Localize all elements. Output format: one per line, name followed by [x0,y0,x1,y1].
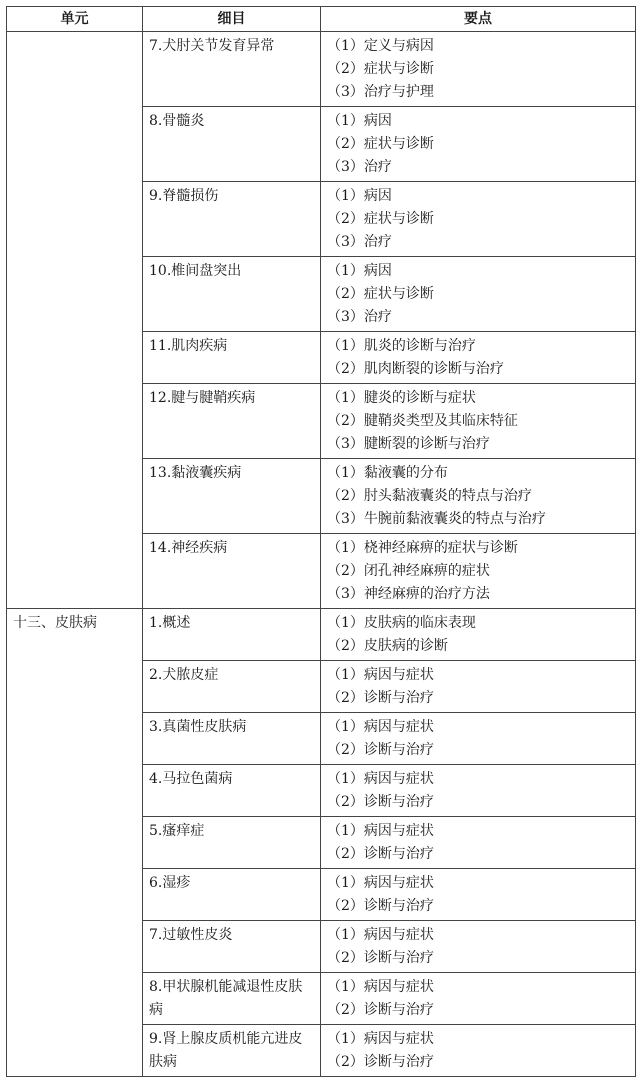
header-points: 要点 [321,7,636,32]
detail-cell: 9.脊髓损伤 [143,182,321,257]
detail-cell: 12.腱与腱鞘疾病 [143,384,321,459]
points-cell [321,609,636,661]
points-cell [321,973,636,1025]
points-cell [321,1025,636,1077]
unit-cell [7,32,143,609]
detail-cell: 8.甲状腺机能减退性皮肤病 [143,973,321,1025]
detail-cell: 8.骨髓炎 [143,107,321,182]
point-item: （1）病因 [327,263,392,279]
points-cell [321,765,636,817]
point-item: （2）诊断与治疗 [327,1054,434,1070]
point-item: （2）皮肤病的诊断 [327,638,448,654]
point-item: （1）定义与病因 [327,38,434,54]
table-row [7,32,636,107]
header-detail: 细目 [143,7,321,32]
detail-cell: 4.马拉色菌病 [143,765,321,817]
point-item: （1）病因与症状 [327,771,434,787]
point-item: （2）肌肉断裂的诊断与治疗 [327,361,504,377]
unit-cell: 十三、皮肤病 [7,609,143,1077]
point-item: （1）病因与症状 [327,823,434,839]
point-item: （2）诊断与治疗 [327,846,434,862]
header-row [7,7,636,32]
point-item: （2）症状与诊断 [327,61,434,77]
table-body [7,32,636,1077]
point-item: （2）诊断与治疗 [327,898,434,914]
point-item: （3）治疗与护理 [327,84,434,100]
points-cell [321,869,636,921]
detail-cell: 2.犬脓皮症 [143,661,321,713]
point-item: （2）肘头黏液囊炎的特点与治疗 [327,488,532,504]
point-item: （1）腱炎的诊断与症状 [327,390,476,406]
point-item: （2）闭孔神经麻痹的症状 [327,563,490,579]
points-cell [321,182,636,257]
detail-cell: 1.概述 [143,609,321,661]
point-item: （2）诊断与治疗 [327,1002,434,1018]
point-item: （1）病因与症状 [327,719,434,735]
detail-cell: 10.椎间盘突出 [143,257,321,332]
points-cell [321,332,636,384]
point-item: （1）病因与症状 [327,927,434,943]
syllabus-table [6,6,636,1077]
points-cell [321,921,636,973]
detail-cell: 7.犬肘关节发育异常 [143,32,321,107]
detail-cell: 5.瘙痒症 [143,817,321,869]
points-cell [321,713,636,765]
point-item: （1）病因与症状 [327,979,434,995]
detail-cell: 11.肌肉疾病 [143,332,321,384]
point-item: （3）治疗 [327,234,392,250]
points-cell [321,107,636,182]
point-item: （1）皮肤病的临床表现 [327,615,476,631]
point-item: （3）腱断裂的诊断与治疗 [327,436,490,452]
points-cell [321,257,636,332]
point-item: （3）治疗 [327,159,392,175]
point-item: （2）腱鞘炎类型及其临床特征 [327,413,518,429]
point-item: （2）症状与诊断 [327,136,434,152]
points-cell [321,534,636,609]
detail-cell: 7.过敏性皮炎 [143,921,321,973]
point-item: （1）肌炎的诊断与治疗 [327,338,476,354]
points-cell [321,817,636,869]
point-item: （1）桡神经麻痹的症状与诊断 [327,540,518,556]
point-item: （1）病因与症状 [327,667,434,683]
point-item: （2）症状与诊断 [327,286,434,302]
points-cell [321,661,636,713]
detail-cell: 9.肾上腺皮质机能亢进皮肤病 [143,1025,321,1077]
point-item: （1）黏液囊的分布 [327,465,448,481]
points-cell [321,459,636,534]
point-item: （1）病因 [327,188,392,204]
point-item: （1）病因与症状 [327,1031,434,1047]
detail-cell: 6.湿疹 [143,869,321,921]
header-unit: 单元 [7,7,143,32]
point-item: （3）治疗 [327,309,392,325]
point-item: （2）诊断与治疗 [327,950,434,966]
table-row [7,609,636,661]
points-cell [321,32,636,107]
detail-cell: 3.真菌性皮肤病 [143,713,321,765]
detail-cell: 14.神经疾病 [143,534,321,609]
point-item: （1）病因与症状 [327,875,434,891]
point-item: （2）诊断与治疗 [327,742,434,758]
point-item: （2）诊断与治疗 [327,690,434,706]
point-item: （3）神经麻痹的治疗方法 [327,586,490,602]
detail-cell: 13.黏液囊疾病 [143,459,321,534]
point-item: （2）诊断与治疗 [327,794,434,810]
point-item: （1）病因 [327,113,392,129]
points-cell [321,384,636,459]
point-item: （2）症状与诊断 [327,211,434,227]
point-item: （3）牛腕前黏液囊炎的特点与治疗 [327,511,546,527]
